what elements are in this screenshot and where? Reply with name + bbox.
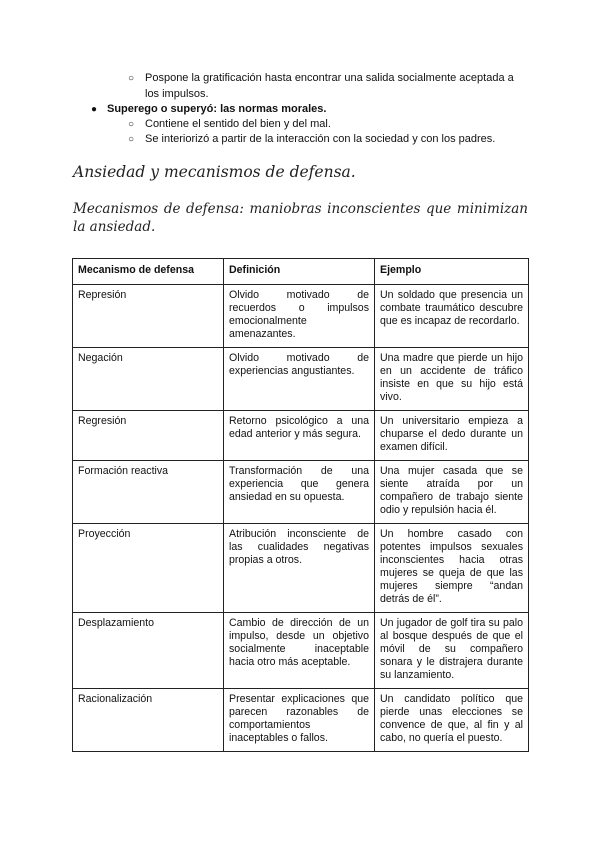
cell-definition: Cambio de dirección de un impulso, desde un objetivo socialmente inaceptable hacia otro más aceptable. <box>224 613 375 689</box>
cell-mechanism: Formación reactiva <box>73 461 224 524</box>
cell-example: Un candidato político que pierde unas elecciones se convence de que, al fin y al cabo, no quería el puesto. <box>375 689 529 752</box>
table-row <box>73 524 529 613</box>
cell-example: Un hombre casado con potentes impulsos sexuales inconscientes hacia otras mujeres se queja de que las mujeres siempre “andan detrás de él”. <box>375 524 529 613</box>
cell-example: Un soldado que presencia un combate traumático descubre que es incapaz de recordarlo. <box>375 285 529 348</box>
section-heading: Ansiedad y mecanismos de defensa. <box>73 163 356 181</box>
cell-definition: Retorno psicológico a una edad anterior y más segura. <box>224 411 375 461</box>
section-subheading: Mecanismos de defensa: maniobras inconscientes que minimizan la ansiedad. <box>73 201 528 235</box>
table-row <box>73 689 529 752</box>
table-row <box>73 613 529 689</box>
list-sub-item-continuation <box>145 87 209 102</box>
filled-bullet-icon: ● <box>91 104 98 115</box>
list-sub-item <box>128 71 535 86</box>
list-item-text: los impulsos. <box>145 88 209 100</box>
list-item-text: Superego o superyó: las normas morales. <box>107 103 327 115</box>
cell-mechanism: Negación <box>73 348 224 411</box>
column-header-mechanism: Mecanismo de defensa <box>73 259 224 285</box>
table-row <box>73 461 529 524</box>
cell-definition: Atribución inconsciente de las cualidades negativas propias a otros. <box>224 524 375 613</box>
cell-example: Un universitario empieza a chuparse el dedo durante un examen difícil. <box>375 411 529 461</box>
list-sub-item <box>128 132 496 147</box>
list-item-superego <box>91 102 327 117</box>
defense-mechanisms-table <box>72 258 529 752</box>
cell-example: Una madre que pierde un hijo en un accidente de tráfico insiste en que su hijo está vivo. <box>375 348 529 411</box>
cell-definition: Olvido motivado de recuerdos o impulsos emocionalmente amenazantes. <box>224 285 375 348</box>
column-header-definition: Definición <box>224 259 375 285</box>
table-row <box>73 411 529 461</box>
list-item-text: Se interiorizó a partir de la interacción con la sociedad y con los padres. <box>145 133 496 145</box>
table-row <box>73 348 529 411</box>
list-sub-item <box>128 117 331 132</box>
cell-mechanism: Proyección <box>73 524 224 613</box>
cell-mechanism: Regresión <box>73 411 224 461</box>
hollow-bullet-icon: ○ <box>128 134 135 145</box>
hollow-bullet-icon: ○ <box>128 73 135 84</box>
table-row <box>73 285 529 348</box>
cell-example: Un jugador de golf tira su palo al bosque después de que el móvil de su compañero sonara y le distrajera durante su lanzamiento. <box>375 613 529 689</box>
cell-definition: Transformación de una experiencia que genera ansiedad en su opuesta. <box>224 461 375 524</box>
list-item-text: Pospone la gratificación hasta encontrar una salida socialmente aceptada a <box>145 72 514 84</box>
cell-mechanism: Racionalización <box>73 689 224 752</box>
cell-example: Una mujer casada que se siente atraída por un compañero de trabajo siente odio y repulsión hacia él. <box>375 461 529 524</box>
list-item-text: Contiene el sentido del bien y del mal. <box>145 118 331 130</box>
cell-mechanism: Represión <box>73 285 224 348</box>
column-header-example: Ejemplo <box>375 259 529 285</box>
hollow-bullet-icon: ○ <box>128 119 135 130</box>
cell-definition: Olvido motivado de experiencias angustiantes. <box>224 348 375 411</box>
table-header-row <box>73 259 529 285</box>
cell-definition: Presentar explicaciones que parecen razonables de comportamientos inaceptables o fallos. <box>224 689 375 752</box>
cell-mechanism: Desplazamiento <box>73 613 224 689</box>
